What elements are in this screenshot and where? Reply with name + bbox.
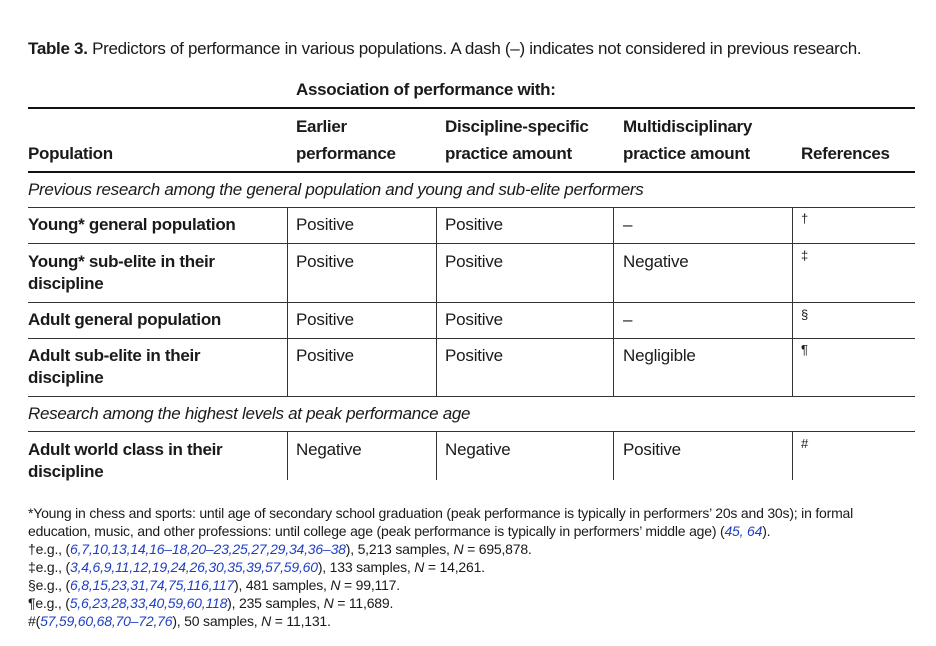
column-divider: [613, 208, 614, 396]
row-population-line: discipline: [28, 462, 104, 481]
n-symbol: N: [261, 613, 272, 629]
row-population-line: discipline: [28, 274, 104, 293]
row-discipline: Positive: [445, 252, 503, 271]
footnote-young: [28, 504, 908, 522]
col-head-multi-line2: practice amount: [623, 144, 750, 163]
row-population: [28, 309, 221, 331]
row-rule: [28, 243, 915, 244]
row-reference-mark: ¶: [801, 342, 808, 357]
footnote-samples: ), 235 samples,: [227, 595, 324, 611]
footnote-prefix: #(: [28, 613, 41, 629]
col-head-discipline-line2: practice amount: [445, 144, 572, 163]
footnote-n-value: = 14,261.: [427, 559, 485, 575]
footnote-section: [28, 576, 908, 594]
row-earlier: Positive: [296, 310, 354, 329]
footnote-prefix: ¶e.g., (: [28, 595, 70, 611]
footnote-samples: ), 50 samples,: [172, 613, 262, 629]
row-population: [28, 345, 200, 389]
column-divider: [436, 208, 437, 396]
col-head-earlier: [296, 113, 396, 167]
row-population-line: Adult sub-elite in their: [28, 346, 201, 365]
caption-text: Predictors of performance in various populations. A dash (–) indicates not considered in previous research.: [87, 39, 862, 58]
row-rule: [28, 396, 915, 397]
section-heading: Previous research among the general population and young and sub-elite performers: [28, 180, 644, 199]
footnote-n-value: = 695,878.: [467, 541, 532, 557]
row-multi: –: [623, 310, 633, 329]
row-rule: [28, 302, 915, 303]
row-population-line: discipline: [28, 368, 104, 387]
header-bottom-rule: [28, 171, 915, 173]
row-population: [28, 214, 236, 236]
row-population: [28, 251, 215, 295]
row-rule: [28, 338, 915, 339]
row-population: [28, 439, 222, 483]
citation-link[interactable]: 5,6,23,28,33,40,59,60,118: [69, 595, 228, 611]
citation-link[interactable]: 57,59,60,68,70–72,76: [40, 613, 173, 629]
footnote-prefix: †e.g., (: [28, 541, 70, 557]
row-earlier: Negative: [296, 440, 362, 459]
col-head-earlier-line1: Earlier: [296, 117, 347, 136]
table-label: Table 3.: [28, 39, 88, 58]
column-divider: [613, 432, 614, 480]
citation-link[interactable]: 3,4,6,9,11,12,19,24,26,30,35,39,57,59,60: [69, 559, 318, 575]
footnote-dagger: [28, 540, 908, 558]
footnote-prefix: ‡e.g., (: [28, 559, 70, 575]
row-discipline: Positive: [445, 310, 503, 329]
n-symbol: N: [323, 595, 334, 611]
section-rule: [28, 431, 915, 432]
footnote-young-cont-text: education, music, and other professions: until college age (peak performance is typically in performers’ middle age) (: [28, 523, 725, 539]
column-divider: [792, 432, 793, 480]
row-earlier: Positive: [296, 346, 354, 365]
row-earlier: Positive: [296, 215, 354, 234]
row-discipline: Negative: [445, 440, 511, 459]
n-symbol: N: [330, 577, 341, 593]
association-rule: [296, 107, 915, 109]
col-head-references: References: [801, 144, 890, 163]
header-top-rule: [28, 107, 296, 109]
row-multi: Negligible: [623, 346, 696, 365]
column-divider: [436, 432, 437, 480]
row-multi: –: [623, 215, 633, 234]
citation-link[interactable]: 6,7,10,13,14,16–18,20–23,25,27,29,34,36–38: [69, 541, 346, 557]
row-reference-mark: #: [801, 436, 809, 451]
row-discipline: Positive: [445, 215, 503, 234]
row-population-line: Young* general population: [28, 215, 236, 234]
footnote-young-cont: [28, 522, 908, 540]
column-divider: [792, 208, 793, 396]
col-head-discipline: [445, 113, 589, 167]
citation-link[interactable]: 6,8,15,23,31,74,75,116,117: [69, 577, 234, 593]
footnote-young-cont-end: ).: [762, 523, 771, 539]
footnote-samples: ), 481 samples,: [233, 577, 331, 593]
row-population-line: Adult world class in their: [28, 440, 223, 459]
footnote-pilcrow: [28, 594, 908, 612]
col-head-population: Population: [28, 144, 113, 163]
footnote-samples: ), 5,213 samples,: [345, 541, 454, 557]
table-footnotes: [28, 504, 908, 630]
footnote-samples: ), 133 samples,: [317, 559, 415, 575]
column-divider: [287, 432, 288, 480]
row-reference-mark: †: [801, 211, 809, 226]
footnote-n-value: = 99,117.: [344, 577, 400, 593]
n-symbol: N: [453, 541, 464, 557]
n-symbol: N: [414, 559, 425, 575]
col-head-multi-line1: Multidisciplinary: [623, 117, 753, 136]
table-caption: [28, 38, 918, 60]
footnote-young-text: *Young in chess and sports: until age of secondary school graduation (peak performance is typically in performers’ 20s and 30s); in formal: [28, 505, 854, 521]
row-reference-mark: §: [801, 307, 809, 322]
footnote-double-dagger: [28, 558, 908, 576]
row-discipline: Positive: [445, 346, 503, 365]
footnote-n-value: = 11,689.: [337, 595, 394, 611]
col-head-discipline-line1: Discipline-specific: [445, 117, 589, 136]
footnote-hash: [28, 612, 908, 630]
col-head-multi: [623, 113, 752, 167]
row-population-line: Young* sub-elite in their: [28, 252, 215, 271]
section-heading: Research among the highest levels at peak performance age: [28, 404, 471, 423]
section-rule: [28, 207, 915, 208]
col-head-earlier-line2: performance: [296, 144, 396, 163]
row-multi: Negative: [623, 252, 689, 271]
row-earlier: Positive: [296, 252, 354, 271]
column-divider: [287, 208, 288, 396]
citation-link[interactable]: 45, 64: [724, 523, 763, 539]
footnote-n-value: = 11,131.: [274, 613, 331, 629]
association-header: Association of performance with:: [296, 80, 556, 99]
row-population-line: Adult general population: [28, 310, 222, 329]
row-reference-mark: ‡: [801, 248, 809, 263]
row-multi: Positive: [623, 440, 681, 459]
footnote-prefix: §e.g., (: [28, 577, 70, 593]
